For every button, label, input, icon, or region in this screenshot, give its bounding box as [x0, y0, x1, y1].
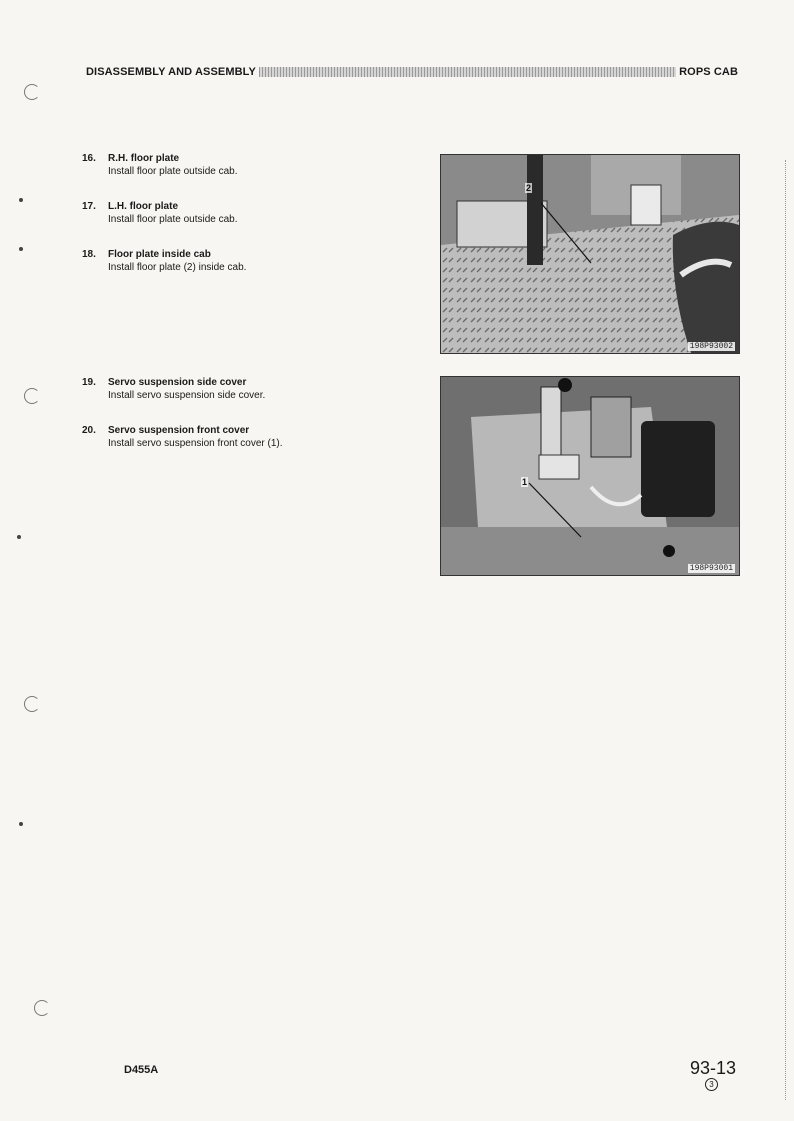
floor-plate-photo: [440, 154, 740, 354]
step-title: R.H. floor plate: [108, 153, 180, 164]
step-title: Floor plate inside cab: [108, 249, 211, 260]
binder-hole-mark: [24, 84, 40, 100]
header-rule: [259, 67, 676, 77]
chapter-title: ROPS CAB: [679, 66, 738, 78]
step-description: Install servo suspension front cover (1).: [108, 438, 283, 449]
floor-plate-illustration: [441, 155, 739, 353]
servo-suspension-photo: [440, 376, 740, 576]
callout-label: 2: [526, 183, 532, 193]
step-title: L.H. floor plate: [108, 201, 178, 212]
step-16: [82, 152, 402, 178]
binder-hole-mark: [34, 1000, 50, 1016]
step-title: Servo suspension side cover: [108, 377, 247, 388]
step-number: 18.: [82, 249, 96, 260]
section-title: DISASSEMBLY AND ASSEMBLY: [86, 66, 256, 78]
page-number: 93-13: [690, 1058, 737, 1078]
model-number: D455A: [124, 1064, 159, 1076]
step-17: [82, 200, 402, 226]
figure-code: 198P93002: [689, 342, 733, 351]
step-18: [82, 248, 402, 274]
servo-suspension-illustration: [441, 377, 739, 575]
step-number: 20.: [82, 425, 96, 436]
revision-mark: 3: [705, 1078, 718, 1091]
step-title: Servo suspension front cover: [108, 425, 250, 436]
punch-dot: [17, 535, 21, 539]
step-description: Install servo suspension side cover.: [108, 390, 266, 401]
callout-label: 1: [522, 477, 528, 487]
step-description: Install floor plate outside cab.: [108, 214, 238, 225]
step-number: 19.: [82, 377, 96, 388]
step-20: [82, 424, 402, 450]
punch-dot: [19, 247, 23, 251]
step-19: [82, 376, 402, 402]
step-number: 17.: [82, 201, 96, 212]
punch-dot: [19, 822, 23, 826]
page-edge-line: [785, 160, 786, 1100]
page-header: [86, 64, 738, 80]
punch-dot: [19, 198, 23, 202]
step-description: Install floor plate (2) inside cab.: [108, 262, 247, 273]
binder-hole-mark: [24, 388, 40, 404]
binder-hole-mark: [24, 696, 40, 712]
figure-code: 198P93001: [689, 564, 733, 573]
step-description: Install floor plate outside cab.: [108, 166, 238, 177]
step-number: 16.: [82, 153, 96, 164]
